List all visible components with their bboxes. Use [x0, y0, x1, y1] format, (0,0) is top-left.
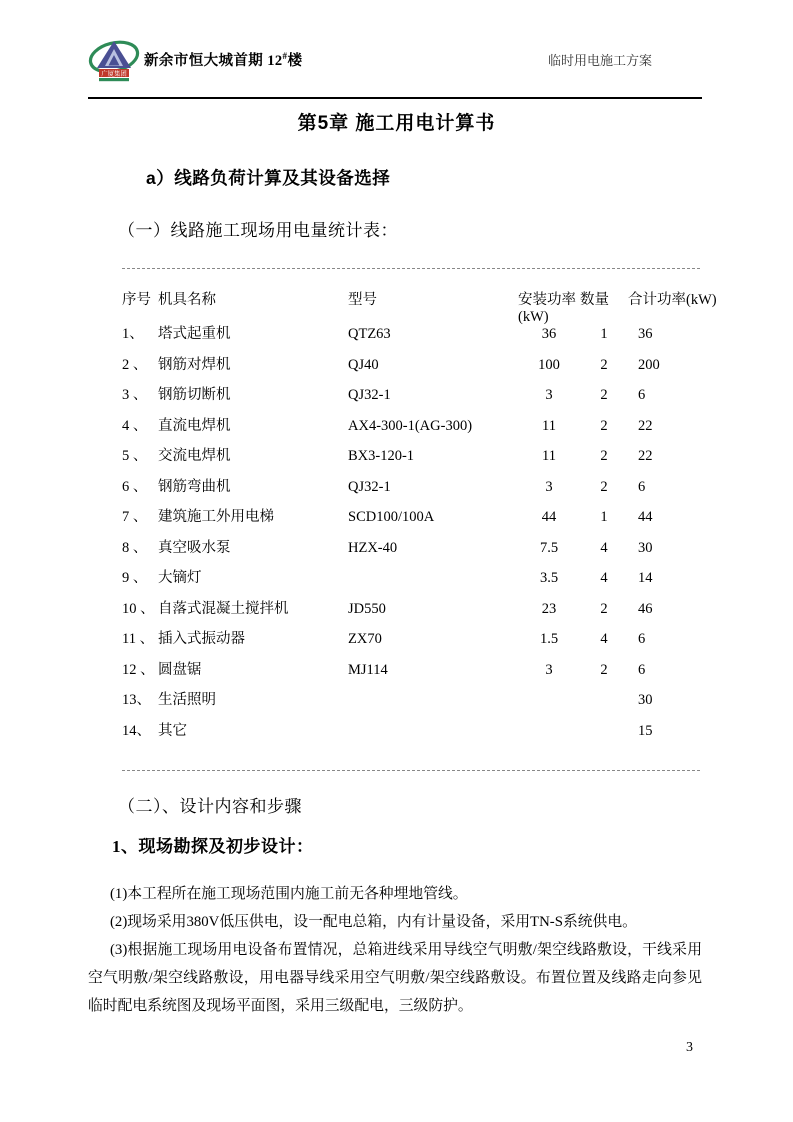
- cell-total-power: 6: [638, 478, 646, 495]
- cell-quantity: 2: [600, 356, 608, 373]
- cell-quantity: 2: [600, 478, 608, 495]
- cell-model: QJ32-1: [348, 387, 391, 403]
- cell-equipment-name: 插入式振动器: [158, 631, 245, 647]
- step-heading-one: 1、现场勘探及初步设计：: [112, 837, 314, 856]
- cell-index: 2 、: [122, 356, 148, 373]
- page-title: 第5章 施工用电计算书: [297, 113, 496, 134]
- header-document-subject: 临时用电施工方案: [548, 53, 653, 68]
- column-header-quantity: 数量: [580, 292, 609, 308]
- section-heading-a: a）线路负荷计算及其设备选择: [146, 168, 391, 188]
- page-number: 3: [686, 1040, 693, 1055]
- cell-power: 3.5: [539, 570, 559, 586]
- cell-quantity: 2: [600, 661, 608, 678]
- paragraph-2: (2)现场采用380V低压供电，设一配电总箱，内有计量设备，采用TN-S系统供电。: [110, 914, 637, 930]
- table-row: [122, 597, 712, 628]
- cell-equipment-name: 生活照明: [158, 692, 216, 708]
- cell-index: 5 、: [122, 448, 148, 464]
- cell-index: 8 、: [122, 539, 148, 556]
- cell-power: 3: [545, 478, 553, 495]
- cell-model: AX4-300-1(AG-300): [348, 417, 473, 434]
- cell-equipment-name: 建筑施工外用电梯: [158, 509, 274, 525]
- cell-total-power: 200: [638, 356, 660, 373]
- table-row: [122, 383, 712, 414]
- cell-equipment-name: 自落式混凝土搅拌机: [158, 600, 289, 617]
- cell-quantity: 2: [600, 417, 608, 434]
- cell-equipment-name: 交流电焊机: [158, 448, 231, 464]
- column-header-model: 型号: [348, 292, 377, 308]
- cell-equipment-name: 直流电焊机: [158, 417, 231, 434]
- table-row: [122, 719, 712, 750]
- cell-power: 3: [545, 661, 553, 678]
- cell-power: 36: [541, 326, 557, 342]
- project-title-superscript: #: [282, 50, 288, 61]
- cell-total-power: 15: [638, 722, 653, 739]
- cell-quantity: 4: [600, 631, 608, 647]
- cell-quantity: 2: [600, 387, 608, 403]
- cell-index: 13、: [122, 692, 151, 708]
- cell-equipment-name: 塔式起重机: [158, 326, 231, 342]
- table-row: [122, 688, 712, 719]
- cell-equipment-name: 钢筋弯曲机: [158, 478, 231, 495]
- svg-text:广厦集团: 广厦集团: [101, 70, 127, 78]
- cell-index: 6 、: [122, 478, 148, 495]
- cell-total-power: 46: [638, 600, 653, 617]
- cell-quantity: 2: [600, 448, 608, 464]
- cell-index: 14、: [122, 722, 151, 739]
- column-header-equipment: 机具名称: [158, 292, 216, 308]
- cell-model: BX3-120-1: [348, 448, 415, 464]
- cell-model: HZX-40: [348, 539, 398, 556]
- table-row: [122, 536, 712, 567]
- project-title: [144, 49, 302, 70]
- cell-total-power: 22: [638, 417, 653, 434]
- cell-model: MJ114: [348, 661, 388, 678]
- cell-equipment-name: 圆盘锯: [158, 661, 202, 678]
- cell-index: 1、: [122, 326, 144, 342]
- cell-total-power: 6: [638, 387, 646, 403]
- table-row: [122, 444, 712, 475]
- table-row: [122, 475, 712, 506]
- cell-model: QTZ63: [348, 326, 391, 342]
- table-bottom-divider: [122, 770, 700, 771]
- cell-model: JD550: [348, 600, 386, 617]
- cell-total-power: 6: [638, 661, 646, 678]
- table-body: [122, 322, 712, 749]
- cell-power: 23: [541, 600, 557, 617]
- cell-power: 1.5: [539, 631, 559, 647]
- cell-quantity: 1: [600, 326, 608, 342]
- header-divider: [88, 97, 702, 99]
- project-title-prefix: 新余市恒大城首期 12: [144, 52, 283, 69]
- cell-index: 7 、: [122, 509, 148, 525]
- cell-power: 3: [545, 387, 553, 403]
- cell-equipment-name: 大镝灯: [158, 570, 202, 586]
- cell-total-power: 44: [638, 509, 653, 525]
- cell-index: 9 、: [122, 570, 148, 586]
- cell-model: QJ32-1: [348, 478, 391, 495]
- cell-total-power: 22: [638, 448, 653, 464]
- cell-power: 7.5: [539, 539, 559, 556]
- cell-model: QJ40: [348, 356, 379, 373]
- cell-index: 10 、: [122, 600, 155, 617]
- cell-total-power: 14: [638, 570, 653, 586]
- cell-total-power: 30: [638, 539, 653, 556]
- cell-total-power: 6: [638, 631, 646, 647]
- column-header-total: 合计功率(kW): [628, 292, 717, 308]
- cell-model: ZX70: [348, 631, 382, 647]
- table-row: [122, 658, 712, 689]
- table-top-divider: [122, 268, 700, 269]
- cell-index: 4 、: [122, 417, 148, 434]
- paragraph-1: (1)本工程所在施工现场范围内施工前无各种埋地管线。: [110, 886, 468, 902]
- logo-graphic: [88, 35, 140, 83]
- project-title-suffix: 楼: [287, 52, 303, 69]
- cell-power: 100: [538, 356, 560, 373]
- table-row: [122, 505, 712, 536]
- cell-total-power: 36: [638, 326, 653, 342]
- document-header: [88, 34, 702, 84]
- cell-quantity: 1: [600, 509, 608, 525]
- table-header-row: [122, 288, 717, 325]
- cell-quantity: 4: [600, 539, 608, 556]
- section-heading-two: （二）、设计内容和步骤: [118, 797, 302, 816]
- table-row: [122, 627, 712, 658]
- table-row: [122, 353, 712, 384]
- cell-total-power: 30: [638, 692, 653, 708]
- table-row: [122, 414, 712, 445]
- column-header-index: 序号: [122, 292, 151, 308]
- cell-power: 44: [541, 509, 557, 525]
- company-logo: [88, 35, 140, 83]
- cell-power: 11: [542, 417, 556, 434]
- cell-quantity: 4: [600, 570, 608, 586]
- cell-model: SCD100/100A: [348, 509, 435, 525]
- paragraph-3: (3)根据施工现场用电设备布置情况，总箱进线采用导线空气明敷/架空线路敷设，干线采用空气明敷/架空线路敷设，用电器导线采用空气明敷/架空线路敷设。布置位置及线路走向参见临时配电系统图及现场平面图，采用三级配电，三级防护。: [88, 942, 702, 1014]
- cell-equipment-name: 钢筋对焊机: [158, 356, 231, 373]
- cell-quantity: 2: [600, 600, 608, 617]
- cell-equipment-name: 真空吸水泵: [158, 539, 231, 556]
- cell-equipment-name: 其它: [158, 722, 187, 739]
- cell-index: 3 、: [122, 387, 148, 403]
- table-row: [122, 322, 712, 353]
- cell-index: 11 、: [122, 631, 155, 647]
- power-statistics-table: [122, 288, 717, 749]
- cell-index: 12 、: [122, 661, 155, 678]
- column-header-power: 安装功率(kW): [518, 292, 576, 325]
- cell-power: 11: [542, 448, 556, 464]
- section-heading-one: （一）线路施工现场用电量统计表：: [118, 221, 398, 240]
- table-row: [122, 566, 712, 597]
- cell-equipment-name: 钢筋切断机: [158, 387, 231, 403]
